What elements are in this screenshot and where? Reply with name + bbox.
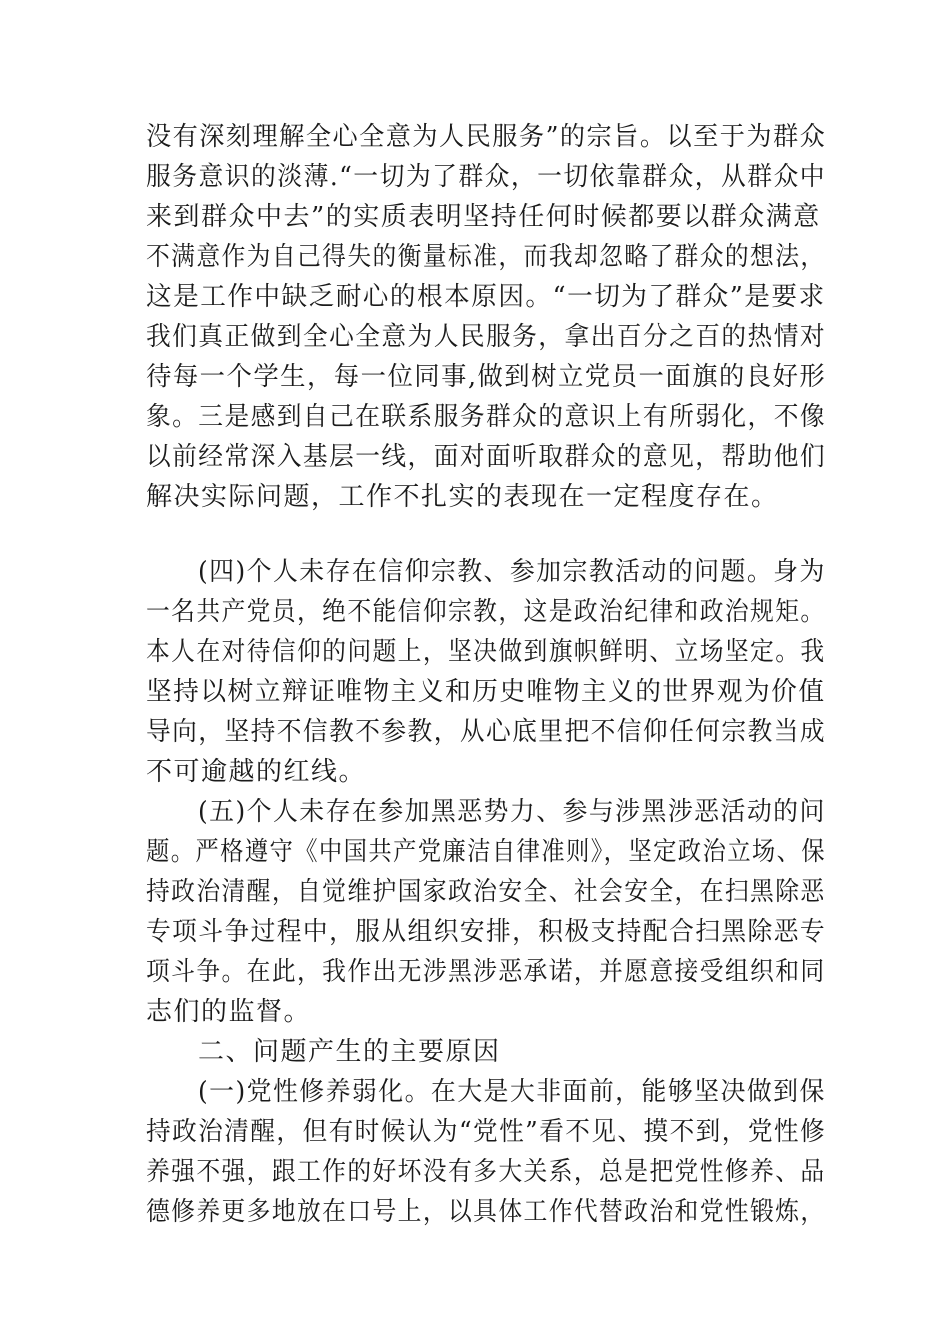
body-line: 不可逾越的红线。: [146, 757, 367, 787]
body-line: 不满意作为自己得失的衡量标准，而我却忽略了群众的想法，: [146, 242, 826, 272]
body-line: 一名共产党员，绝不能信仰宗教，这是政治纪律和政治规矩。: [146, 597, 826, 627]
body-line: 这是工作中缺乏耐心的根本原因。“一切为了群众”是要求: [146, 282, 826, 312]
body-line: 来到群众中去”的实质表明坚持任何时候都要以群众满意: [146, 202, 821, 232]
body-line: 没有深刻理解全心全意为人民服务”的宗旨。以至于为群众: [146, 122, 827, 152]
body-line: 持政治清醒，但有时候认为“党性”看不见、摸不到，党性修: [146, 1117, 827, 1147]
body-line: 专项斗争过程中，服从组织安排，积极支持配合扫黑除恶专: [146, 917, 827, 947]
body-line: 导向，坚持不信教不参教，从心底里把不信仰任何宗教当成: [146, 717, 827, 747]
section-5-heading-line: (五)个人未存在参加黑恶势力、参与涉黑涉恶活动的问: [198, 797, 826, 827]
body-line: 我们真正做到全心全意为人民服务，拿出百分之百的热情对: [146, 322, 827, 352]
body-line: 服务意识的淡薄.“一切为了群众，一切依靠群众，从群众中: [146, 162, 827, 192]
body-line: 养强不强，跟工作的好坏没有多大关系，总是把党性修养、品: [146, 1157, 826, 1187]
body-line: 坚持以树立辩证唯物主义和历史唯物主义的世界观为价值: [146, 677, 826, 707]
body-line: 题。严格遵守《中国共产党廉洁自律准则》，坚定政治立场、保: [146, 837, 827, 867]
body-line: 象。三是感到自己在联系服务群众的意识上有所弱化，不像: [146, 402, 827, 432]
body-line: 待每一个学生，每一位同事,做到树立党员一面旗的良好形: [146, 362, 827, 392]
subsection-1-heading-line: (一)党性修养弱化。在大是大非面前，能够坚决做到保: [198, 1077, 826, 1107]
body-line: 项斗争。在此，我作出无涉黑涉恶承诺，并愿意接受组织和同: [146, 957, 826, 987]
body-line: 德修养更多地放在口号上，以具体工作代替政治和党性锻炼，: [146, 1197, 826, 1227]
body-line: 志们的监督。: [146, 997, 312, 1027]
body-line: 解决实际问题，工作不扎实的表现在一定程度存在。: [146, 482, 779, 512]
body-line: 以前经常深入基层一线，面对面听取群众的意见，帮助他们: [146, 442, 827, 472]
body-line: 持政治清醒，自觉维护国家政治安全、社会安全，在扫黑除恶: [146, 877, 826, 907]
chapter-2-heading: 二、问题产生的主要原因: [198, 1037, 501, 1067]
body-line: 本人在对待信仰的问题上，坚决做到旗帜鲜明、立场坚定。我: [146, 637, 826, 667]
section-4-heading-line: (四)个人未存在信仰宗教、参加宗教活动的问题。身为: [198, 557, 826, 587]
